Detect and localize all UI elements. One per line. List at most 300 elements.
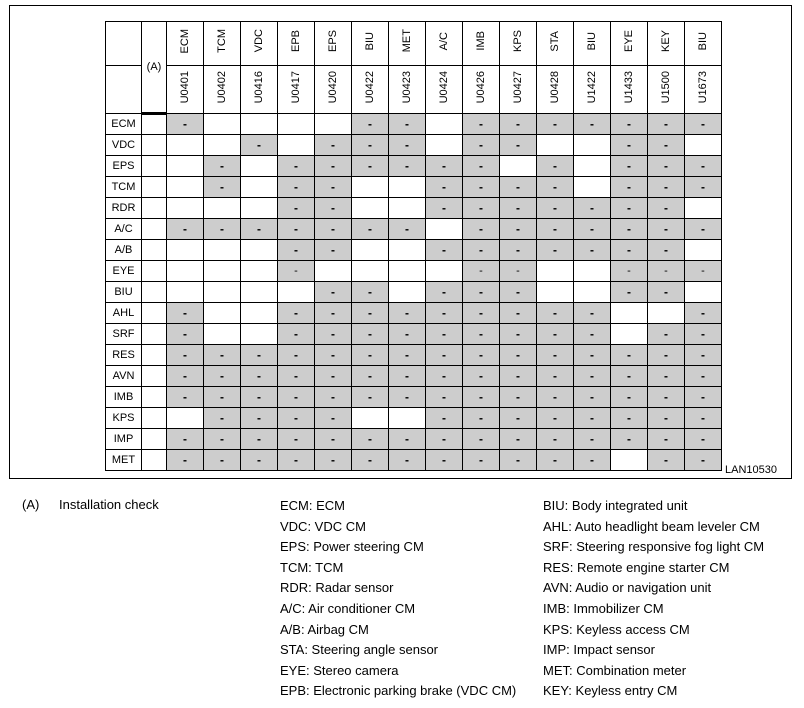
matrix-cell-na: - <box>648 366 685 387</box>
column-dtc-code: U0424 <box>437 70 450 104</box>
matrix-cell-na: - <box>500 366 537 387</box>
matrix-cell-na: - <box>685 261 722 282</box>
matrix-cell-na: - <box>685 219 722 240</box>
matrix-cell-blank <box>204 198 241 219</box>
matrix-cell-blank <box>278 135 315 156</box>
matrix-cell-blank <box>241 198 278 219</box>
legend-a-mark: (A) <box>22 497 40 512</box>
matrix-cell-na: - <box>315 429 352 450</box>
column-dtc-header <box>574 66 611 114</box>
matrix-cell-na: - <box>500 261 537 282</box>
matrix-cell-blank <box>352 177 389 198</box>
matrix-cell-na: - <box>537 240 574 261</box>
installation-check-cell <box>142 303 167 324</box>
matrix-cell-blank <box>389 177 426 198</box>
matrix-cell-na: - <box>204 450 241 471</box>
matrix-cell-na: - <box>537 156 574 177</box>
matrix-cell-blank <box>611 324 648 345</box>
matrix-cell-na: - <box>648 135 685 156</box>
matrix-cell-na: - <box>500 303 537 324</box>
row-module-label: TCM <box>106 177 142 198</box>
matrix-cell-blank <box>537 135 574 156</box>
matrix-row <box>106 156 722 177</box>
column-dtc-code: U0402 <box>215 70 228 104</box>
column-module-label: TCM <box>215 29 228 53</box>
matrix-cell-na: - <box>241 387 278 408</box>
installation-check-cell <box>142 345 167 366</box>
installation-check-cell <box>142 387 167 408</box>
column-dtc-code: U0427 <box>511 70 524 104</box>
matrix-cell-na: - <box>315 303 352 324</box>
matrix-cell-na: - <box>315 135 352 156</box>
column-module-label: BIU <box>363 31 376 51</box>
matrix-cell-na: - <box>685 324 722 345</box>
matrix-row <box>106 324 722 345</box>
matrix-cell-na: - <box>315 450 352 471</box>
matrix-cell-na: - <box>648 429 685 450</box>
matrix-cell-blank <box>389 198 426 219</box>
matrix-cell-blank <box>167 261 204 282</box>
matrix-row <box>106 219 722 240</box>
matrix-cell-na: - <box>463 156 500 177</box>
matrix-cell-na: - <box>241 366 278 387</box>
matrix-cell-na: - <box>426 177 463 198</box>
installation-check-cell <box>142 450 167 471</box>
matrix-row <box>106 282 722 303</box>
matrix-cell-blank <box>426 114 463 135</box>
matrix-cell-na: - <box>574 114 611 135</box>
matrix-row <box>106 135 722 156</box>
matrix-cell-na: - <box>352 282 389 303</box>
matrix-cell-na: - <box>463 114 500 135</box>
row-module-label: AVN <box>106 366 142 387</box>
matrix-cell-na: - <box>167 219 204 240</box>
matrix-cell-na: - <box>389 429 426 450</box>
matrix-cell-na: - <box>500 135 537 156</box>
matrix-cell-blank <box>241 177 278 198</box>
column-dtc-header <box>685 66 722 114</box>
matrix-cell-blank <box>426 219 463 240</box>
installation-check-cell <box>142 219 167 240</box>
matrix-cell-na: - <box>352 366 389 387</box>
matrix-cell-na: - <box>500 177 537 198</box>
matrix-cell-na: - <box>537 198 574 219</box>
matrix-cell-na: - <box>500 450 537 471</box>
matrix-cell-na: - <box>611 219 648 240</box>
matrix-cell-na: - <box>500 282 537 303</box>
matrix-cell-blank <box>204 324 241 345</box>
installation-check-cell <box>142 198 167 219</box>
matrix-cell-na: - <box>574 408 611 429</box>
column-dtc-header <box>167 66 204 114</box>
matrix-cell-na: - <box>463 366 500 387</box>
matrix-cell-na: - <box>611 345 648 366</box>
matrix-cell-na: - <box>611 387 648 408</box>
matrix-cell-na: - <box>463 240 500 261</box>
matrix-cell-na: - <box>500 324 537 345</box>
matrix-row <box>106 366 722 387</box>
matrix-cell-blank <box>352 198 389 219</box>
matrix-cell-na: - <box>278 261 315 282</box>
matrix-cell-na: - <box>611 366 648 387</box>
matrix-cell-na: - <box>463 450 500 471</box>
matrix-cell-na: - <box>500 345 537 366</box>
matrix-cell-na: - <box>574 324 611 345</box>
column-module-header <box>500 22 537 66</box>
matrix-cell-na: - <box>685 429 722 450</box>
matrix-cell-na: - <box>426 450 463 471</box>
matrix-cell-na: - <box>389 303 426 324</box>
matrix-cell-na: - <box>315 408 352 429</box>
matrix-cell-blank <box>648 303 685 324</box>
matrix-cell-na: - <box>463 387 500 408</box>
matrix-cell-blank <box>500 156 537 177</box>
matrix-cell-blank <box>574 261 611 282</box>
row-module-label: A/B <box>106 240 142 261</box>
matrix-cell-na: - <box>537 114 574 135</box>
matrix-cell-blank <box>204 303 241 324</box>
matrix-cell-na: - <box>574 219 611 240</box>
matrix-cell-na: - <box>167 366 204 387</box>
matrix-cell-blank <box>352 240 389 261</box>
matrix-cell-blank <box>167 177 204 198</box>
matrix-cell-na: - <box>648 282 685 303</box>
matrix-cell-na: - <box>204 429 241 450</box>
matrix-cell-blank <box>389 282 426 303</box>
matrix-cell-na: - <box>426 156 463 177</box>
matrix-cell-na: - <box>352 156 389 177</box>
matrix-cell-na: - <box>278 408 315 429</box>
matrix-cell-na: - <box>537 177 574 198</box>
matrix-row <box>106 261 722 282</box>
matrix-cell-na: - <box>574 366 611 387</box>
matrix-cell-na: - <box>463 219 500 240</box>
matrix-cell-na: - <box>278 345 315 366</box>
column-module-label: STA <box>548 30 561 52</box>
matrix-cell-na: - <box>204 408 241 429</box>
matrix-cell-na: - <box>278 177 315 198</box>
matrix-cell-blank <box>278 282 315 303</box>
matrix-cell-na: - <box>204 387 241 408</box>
column-module-label: A/C <box>437 31 450 51</box>
matrix-cell-na: - <box>167 345 204 366</box>
matrix-cell-na: - <box>685 387 722 408</box>
matrix-cell-na: - <box>315 177 352 198</box>
matrix-cell-na: - <box>426 324 463 345</box>
matrix-cell-na: - <box>611 429 648 450</box>
matrix-cell-na: - <box>315 156 352 177</box>
matrix-cell-na: - <box>611 282 648 303</box>
column-dtc-header <box>204 66 241 114</box>
matrix-cell-na: - <box>685 303 722 324</box>
row-module-label: EPS <box>106 156 142 177</box>
matrix-cell-na: - <box>574 387 611 408</box>
column-module-label: EPB <box>289 29 302 52</box>
matrix-cell-na: - <box>389 324 426 345</box>
matrix-cell-na: - <box>537 408 574 429</box>
column-dtc-header <box>611 66 648 114</box>
legend-column-1 <box>280 497 516 703</box>
matrix-cell-na: - <box>685 345 722 366</box>
matrix-cell-na: - <box>278 156 315 177</box>
column-module-header <box>648 22 685 66</box>
row-module-label: IMP <box>106 429 142 450</box>
matrix-cell-blank <box>241 324 278 345</box>
matrix-cell-blank <box>167 156 204 177</box>
matrix-cell-na: - <box>389 135 426 156</box>
matrix-cell-na: - <box>315 282 352 303</box>
matrix-cell-na: - <box>574 345 611 366</box>
matrix-cell-na: - <box>574 450 611 471</box>
matrix-cell-na: - <box>537 345 574 366</box>
matrix-cell-na: - <box>204 156 241 177</box>
matrix-row <box>106 177 722 198</box>
matrix-cell-na: - <box>315 387 352 408</box>
column-dtc-code: U1500 <box>659 70 672 104</box>
matrix-cell-na: - <box>352 135 389 156</box>
matrix-row <box>106 429 722 450</box>
matrix-cell-na: - <box>648 177 685 198</box>
matrix-cell-na: - <box>389 219 426 240</box>
matrix-cell-na: - <box>611 261 648 282</box>
row-module-label: RDR <box>106 198 142 219</box>
matrix-cell-blank <box>537 261 574 282</box>
column-module-label: EPS <box>326 29 339 52</box>
matrix-cell-na: - <box>389 387 426 408</box>
installation-check-cell <box>142 114 167 135</box>
legend-entry: A/C: Air conditioner CM <box>280 600 416 616</box>
matrix-cell-na: - <box>167 429 204 450</box>
installation-check-cell <box>142 366 167 387</box>
matrix-cell-na: - <box>426 198 463 219</box>
matrix-cell-na: - <box>426 282 463 303</box>
matrix-row <box>106 240 722 261</box>
legend-a-text: Installation check <box>59 497 159 512</box>
matrix-row <box>106 387 722 408</box>
column-module-header <box>574 22 611 66</box>
matrix-cell-na: - <box>648 408 685 429</box>
matrix-cell-na: - <box>278 324 315 345</box>
matrix-cell-blank <box>167 282 204 303</box>
row-module-label: ECM <box>106 114 142 135</box>
matrix-cell-na: - <box>574 198 611 219</box>
column-dtc-header <box>426 66 463 114</box>
can-communication-matrix <box>105 21 722 471</box>
matrix-cell-blank <box>389 408 426 429</box>
matrix-cell-na: - <box>426 408 463 429</box>
matrix-cell-na: - <box>167 114 204 135</box>
matrix-cell-na: - <box>204 177 241 198</box>
matrix-cell-na: - <box>352 219 389 240</box>
matrix-cell-na: - <box>278 198 315 219</box>
matrix-cell-na: - <box>167 387 204 408</box>
matrix-cell-blank <box>204 240 241 261</box>
matrix-cell-blank <box>685 198 722 219</box>
figure-id: LAN10530 <box>725 464 777 476</box>
column-dtc-header <box>648 66 685 114</box>
matrix-cell-na: - <box>241 219 278 240</box>
matrix-cell-blank <box>315 261 352 282</box>
row-module-label: IMB <box>106 387 142 408</box>
matrix-cell-blank <box>167 408 204 429</box>
matrix-cell-na: - <box>500 429 537 450</box>
legend-entry: RDR: Radar sensor <box>280 580 394 596</box>
column-module-label: EYE <box>622 29 635 52</box>
installation-check-cell <box>142 240 167 261</box>
matrix-cell-blank <box>426 135 463 156</box>
legend-entry: KEY: Keyless entry CM <box>543 683 678 699</box>
matrix-cell-na: - <box>167 303 204 324</box>
legend-entry: TCM: TCM <box>280 559 344 575</box>
matrix-cell-na: - <box>537 324 574 345</box>
matrix-cell-na: - <box>426 303 463 324</box>
matrix-cell-na: - <box>463 198 500 219</box>
matrix-cell-na: - <box>685 177 722 198</box>
matrix-cell-na: - <box>278 219 315 240</box>
column-module-header <box>611 22 648 66</box>
matrix-cell-blank <box>352 261 389 282</box>
matrix-cell-na: - <box>463 408 500 429</box>
matrix-cell-na: - <box>537 303 574 324</box>
matrix-cell-na: - <box>278 429 315 450</box>
matrix-corner-lower <box>106 66 142 114</box>
matrix-cell-na: - <box>500 198 537 219</box>
matrix-cell-na: - <box>167 450 204 471</box>
matrix-cell-na: - <box>241 135 278 156</box>
matrix-row <box>106 450 722 471</box>
row-module-label: MET <box>106 450 142 471</box>
matrix-cell-blank <box>611 450 648 471</box>
legend-entry: IMP: Impact sensor <box>543 642 655 658</box>
legend-entry: VDC: VDC CM <box>280 518 366 534</box>
column-module-header <box>167 22 204 66</box>
legend-entry: STA: Steering angle sensor <box>280 642 439 658</box>
matrix-cell-blank <box>352 408 389 429</box>
matrix-cell-na: - <box>278 450 315 471</box>
row-module-label: EYE <box>106 261 142 282</box>
matrix-cell-na: - <box>463 429 500 450</box>
matrix-cell-na: - <box>463 303 500 324</box>
matrix-corner <box>106 22 142 66</box>
matrix-cell-blank <box>389 261 426 282</box>
matrix-cell-na: - <box>611 408 648 429</box>
matrix-cell-na: - <box>463 345 500 366</box>
matrix-row <box>106 345 722 366</box>
matrix-cell-na: - <box>611 198 648 219</box>
legend-entry: EYE: Stereo camera <box>280 662 399 678</box>
column-module-label: KPS <box>511 29 524 52</box>
matrix-cell-na: - <box>685 450 722 471</box>
matrix-cell-na: - <box>500 240 537 261</box>
column-dtc-header <box>537 66 574 114</box>
column-dtc-header <box>241 66 278 114</box>
matrix-cell-blank <box>241 303 278 324</box>
matrix-cell-na: - <box>611 114 648 135</box>
matrix-cell-blank <box>574 156 611 177</box>
matrix-row <box>106 114 722 135</box>
matrix-cell-na: - <box>648 114 685 135</box>
installation-check-cell <box>142 177 167 198</box>
legend-entry: BIU: Body integrated unit <box>543 498 688 513</box>
matrix-cell-blank <box>278 114 315 135</box>
column-dtc-code: U0417 <box>289 70 302 104</box>
matrix-cell-blank <box>685 282 722 303</box>
legend-column-2 <box>543 497 764 703</box>
column-module-header <box>685 22 722 66</box>
matrix-cell-na: - <box>426 345 463 366</box>
row-module-label: RES <box>106 345 142 366</box>
matrix-cell-na: - <box>685 366 722 387</box>
legend-entry: KPS: Keyless access CM <box>543 621 690 637</box>
row-module-label: AHL <box>106 303 142 324</box>
matrix-cell-na: - <box>352 303 389 324</box>
legend-entry: SRF: Steering responsive fog light CM <box>543 539 765 555</box>
matrix-cell-blank <box>574 177 611 198</box>
matrix-row <box>106 408 722 429</box>
matrix-cell-na: - <box>352 324 389 345</box>
matrix-cell-blank <box>167 135 204 156</box>
column-module-header <box>389 22 426 66</box>
column-module-header <box>315 22 352 66</box>
matrix-cell-na: - <box>241 408 278 429</box>
column-module-header <box>537 22 574 66</box>
matrix-cell-blank <box>685 240 722 261</box>
matrix-cell-na: - <box>352 450 389 471</box>
matrix-cell-na: - <box>315 240 352 261</box>
matrix-cell-na: - <box>389 114 426 135</box>
matrix-cell-na: - <box>241 345 278 366</box>
matrix-cell-blank <box>426 261 463 282</box>
installation-check-cell <box>142 282 167 303</box>
matrix-cell-blank <box>611 303 648 324</box>
matrix-cell-na: - <box>574 303 611 324</box>
matrix-cell-na: - <box>241 429 278 450</box>
row-module-label: BIU <box>106 282 142 303</box>
matrix-cell-na: - <box>611 177 648 198</box>
matrix-cell-na: - <box>537 450 574 471</box>
column-dtc-code: U0401 <box>178 70 191 104</box>
legend-entry: AHL: Auto headlight beam leveler CM <box>543 518 760 534</box>
column-dtc-header <box>278 66 315 114</box>
column-dtc-code: U0422 <box>363 70 376 104</box>
matrix-cell-na: - <box>463 282 500 303</box>
matrix-cell-na: - <box>611 135 648 156</box>
matrix-cell-blank <box>574 282 611 303</box>
matrix-cell-na: - <box>611 240 648 261</box>
legend-entry: MET: Combination meter <box>543 662 687 678</box>
matrix-cell-blank <box>241 156 278 177</box>
matrix-cell-blank <box>685 135 722 156</box>
matrix-cell-na: - <box>204 219 241 240</box>
matrix-cell-na: - <box>648 261 685 282</box>
matrix-row <box>106 303 722 324</box>
matrix-cell-na: - <box>278 240 315 261</box>
matrix-cell-na: - <box>389 156 426 177</box>
legend-entry: A/B: Airbag CM <box>280 621 369 637</box>
column-dtc-code: U0428 <box>548 70 561 104</box>
column-module-label: VDC <box>252 29 265 53</box>
installation-check-cell <box>142 324 167 345</box>
row-module-label: VDC <box>106 135 142 156</box>
column-dtc-header <box>500 66 537 114</box>
column-module-header <box>278 22 315 66</box>
matrix-cell-na: - <box>204 345 241 366</box>
column-dtc-header <box>389 66 426 114</box>
matrix-cell-na: - <box>315 219 352 240</box>
matrix-cell-na: - <box>389 366 426 387</box>
installation-check-header: (A) <box>142 22 167 114</box>
column-module-label: ECM <box>178 28 191 54</box>
